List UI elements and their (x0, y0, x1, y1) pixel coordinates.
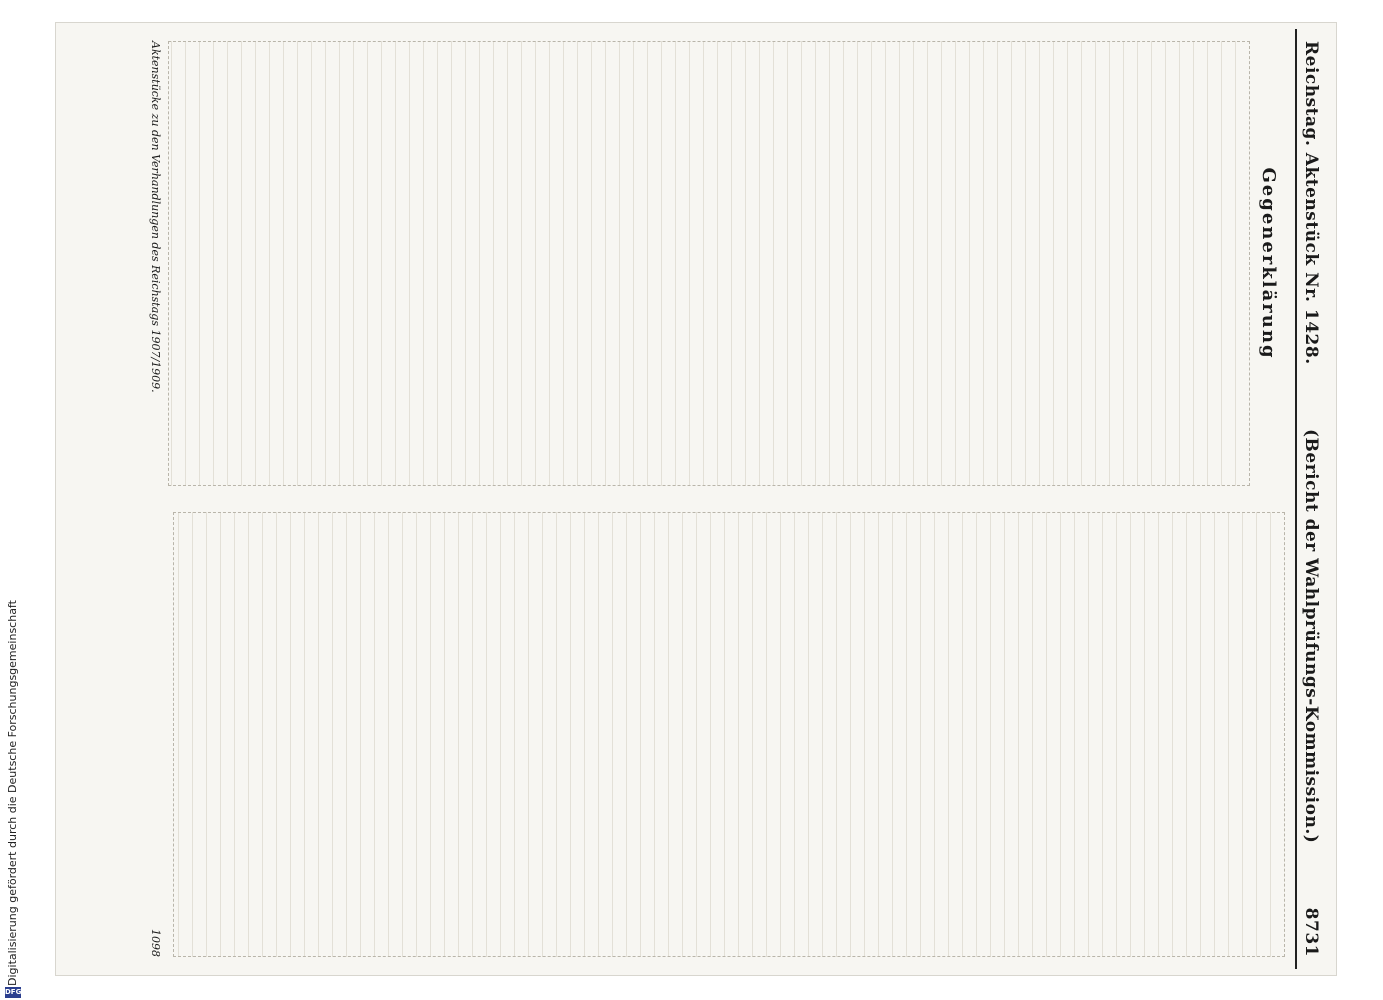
running-head-center: (Bericht der Wahlprüfungs-Kommission.) (1301, 428, 1321, 844)
right-column (168, 512, 1285, 957)
page-footer (143, 29, 168, 969)
digitization-credit: Digitalisierung gefördert durch die Deutsche Forschungsgemeinschaft (6, 600, 19, 986)
running-head (1295, 29, 1327, 969)
page-number: 8731 (1301, 907, 1321, 957)
right-column-text (173, 512, 1285, 957)
rotated-page (65, 29, 1327, 969)
left-column (168, 41, 1285, 486)
running-head-left: Reichstag. Aktenstück Nr. 1428. (1301, 41, 1321, 365)
section-heading: Gegenerklärung (1258, 167, 1279, 360)
left-column-text (168, 41, 1250, 486)
dfg-logo: DFG (5, 988, 22, 996)
footer-note: Aktenstücke zu den Verhandlungen des Reichstags 1907/1909. (149, 41, 162, 393)
scanned-sheet (55, 22, 1337, 976)
text-columns (168, 29, 1295, 969)
sheet-number: 1098 (149, 929, 162, 957)
